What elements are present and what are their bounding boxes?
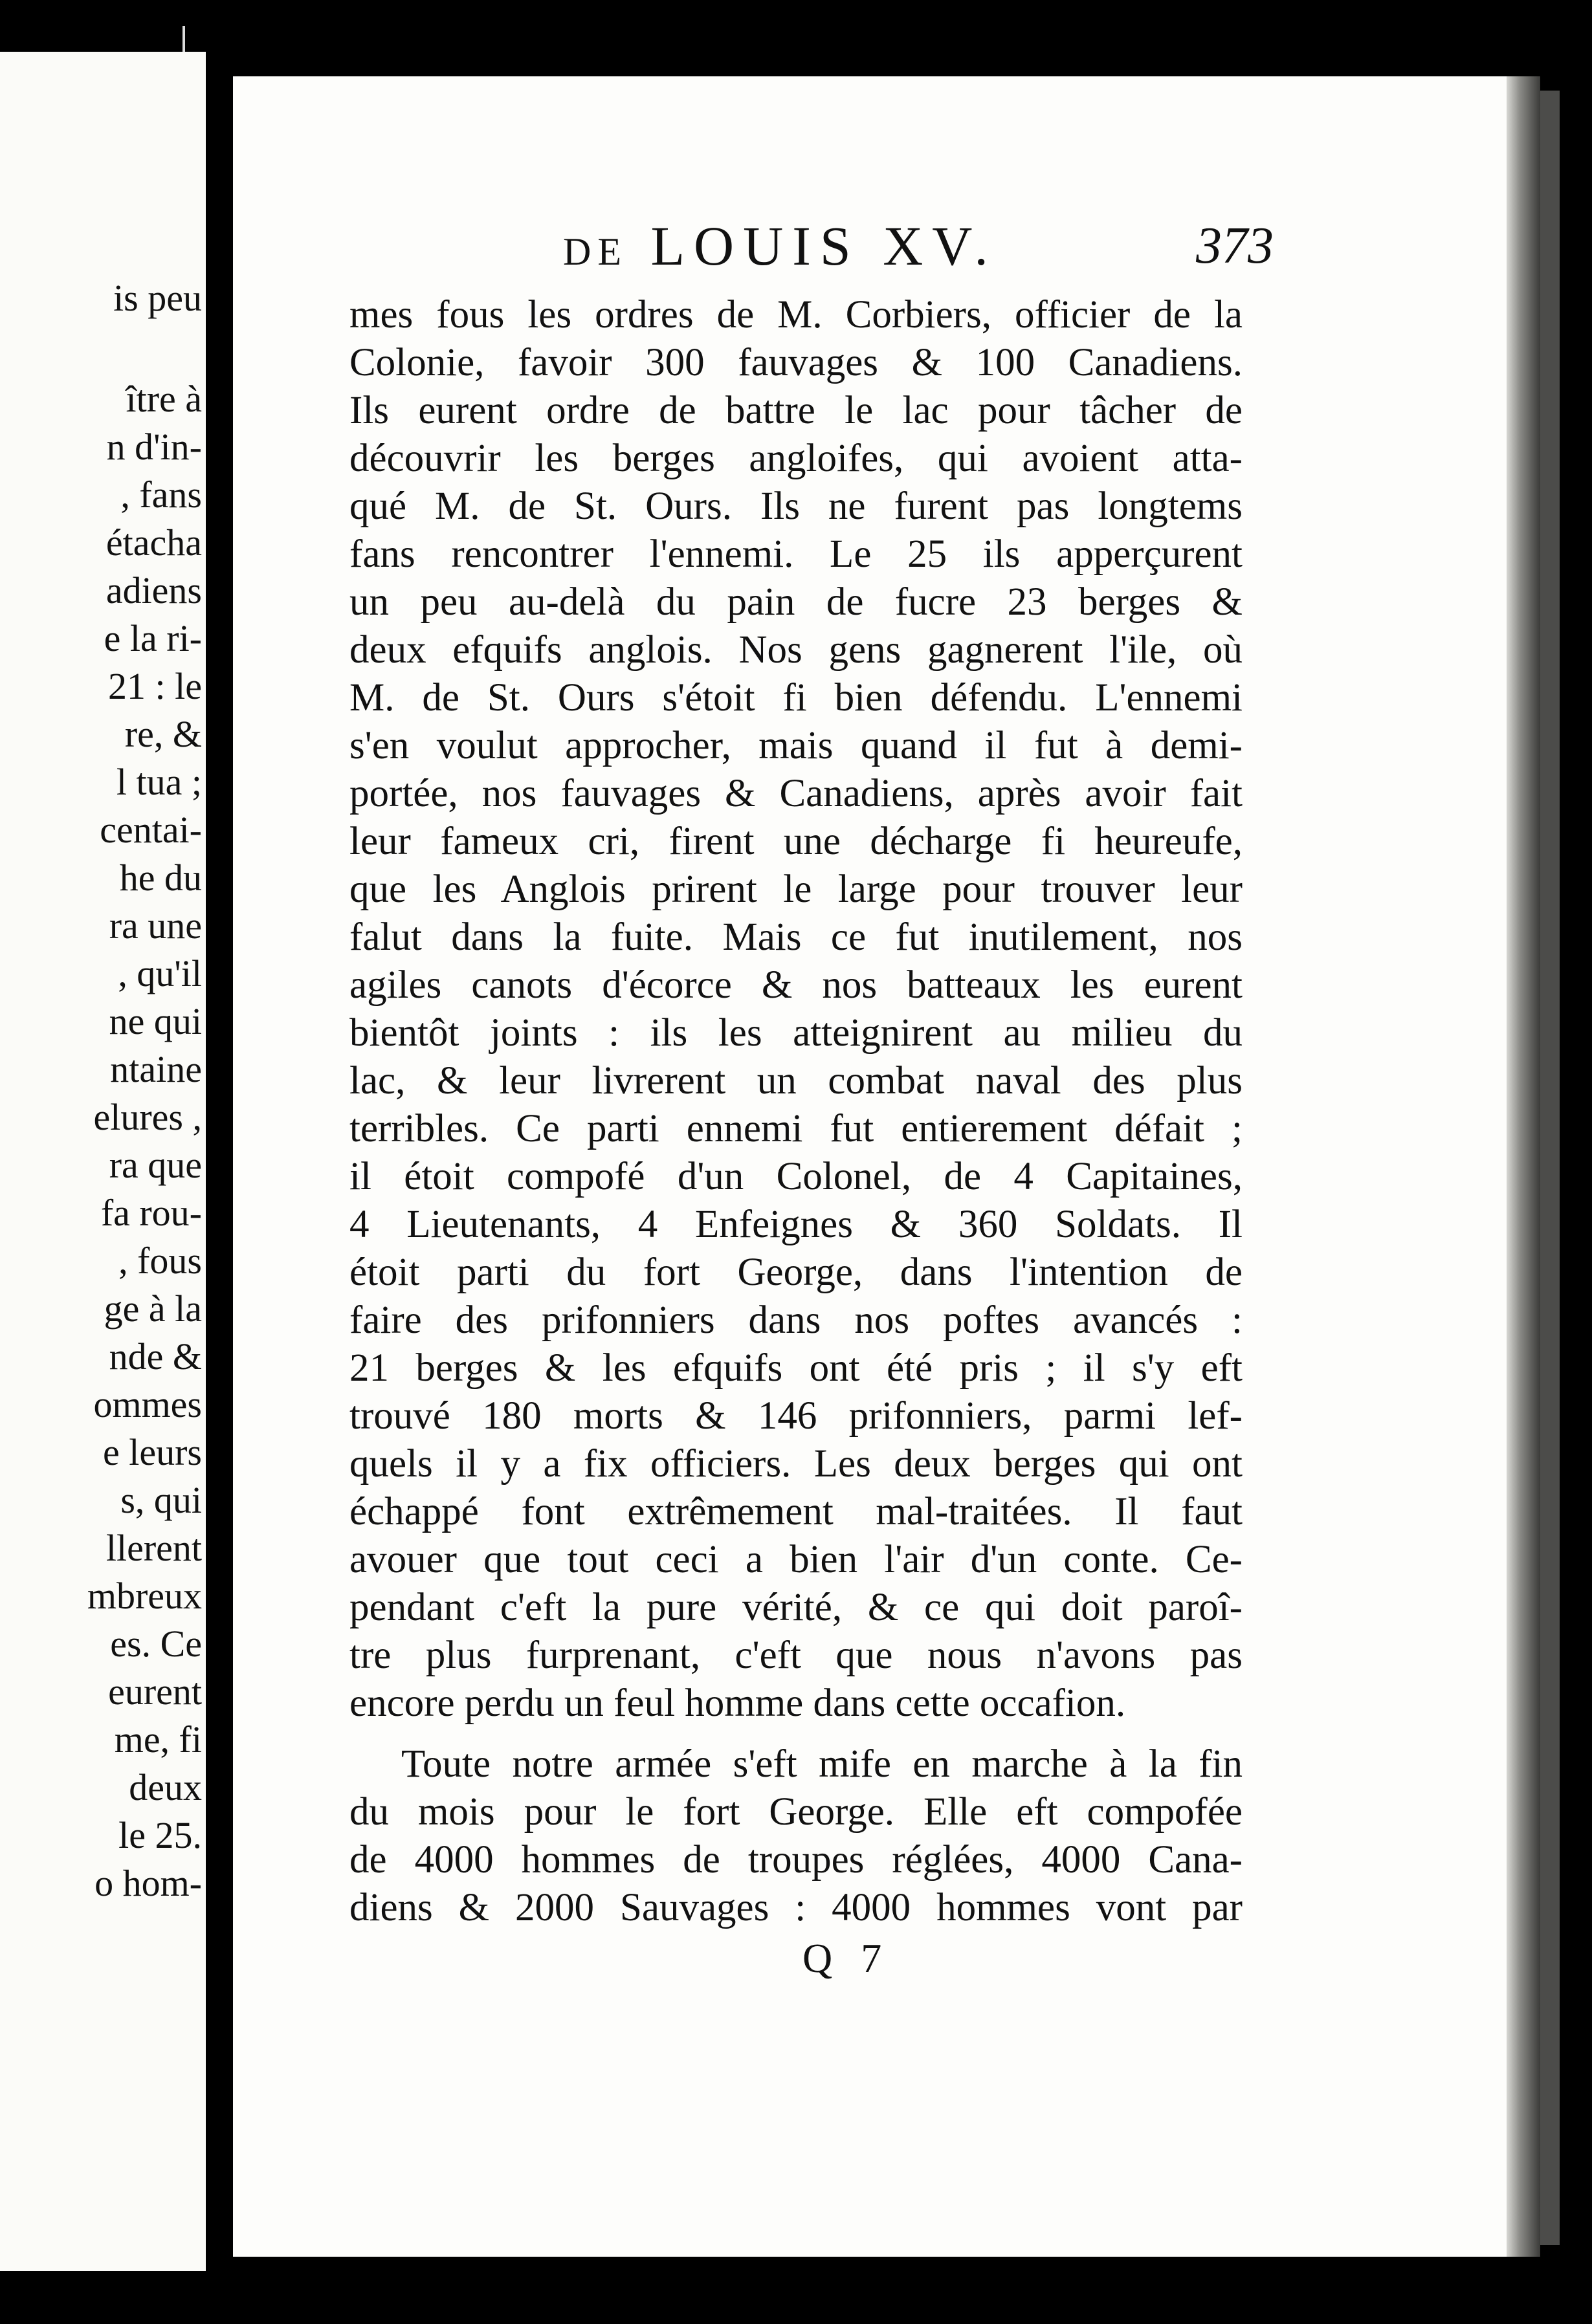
left-page-fragment: re, & — [124, 713, 202, 755]
text-line: 21 berges & les efquifs ont été pris ; il s'y eft — [349, 1346, 1243, 1390]
left-page-fragment: adiens — [105, 569, 202, 611]
text-line: qué M. de St. Ours. Ils ne furent pas longtems — [349, 485, 1243, 528]
running-head-title: LOUIS XV. — [650, 215, 997, 277]
text-line: avouer que tout ceci a bien l'air d'un conte. Ce- — [349, 1538, 1243, 1581]
text-line: bientôt joints : ils les atteignirent au milieu du — [349, 1011, 1243, 1055]
left-page-fragment: mbreux — [87, 1575, 202, 1617]
text-line: du mois pour le fort George. Elle eft compofée — [349, 1790, 1243, 1834]
left-page-fragment: me, fi — [114, 1718, 202, 1760]
left-page-fragment: he du — [119, 857, 202, 899]
text-line: portée, nos fauvages & Canadiens, après avoir fait — [349, 772, 1243, 815]
left-page-fragment: ra que — [109, 1144, 202, 1186]
signature-mark: Q 7 — [802, 1935, 891, 1981]
page-number: 373 — [1196, 217, 1274, 274]
text-line: que les Anglois prirent le large pour trouver leur — [349, 868, 1243, 911]
text-line: s'en voulut approcher, mais quand il fut à demi- — [349, 724, 1243, 767]
left-page-fragment: étacha — [105, 521, 202, 564]
left-page-fragment: fa rou- — [100, 1192, 202, 1234]
left-page-fragment: ntaine — [110, 1048, 202, 1090]
left-page-fragment: deux — [129, 1766, 202, 1808]
running-head — [563, 214, 997, 278]
text-line: leur fameux cri, firent une décharge fi heureufe, — [349, 820, 1243, 863]
left-page-fragment: ge à la — [104, 1288, 202, 1330]
left-page-fragment: elures , — [93, 1096, 202, 1138]
left-page-fragment: ra une — [109, 904, 202, 947]
text-line: il étoit compofé d'un Colonel, de 4 Capitaines, — [349, 1155, 1243, 1198]
left-page-fragment: o hom- — [94, 1862, 202, 1904]
text-line: découvrir les berges angloifes, qui avoient atta- — [349, 437, 1243, 480]
left-page-fragment: e leurs — [103, 1431, 202, 1473]
text-line: falut dans la fuite. Mais ce fut inutilement, nos — [349, 915, 1243, 959]
binding-mark — [182, 26, 185, 52]
left-page-fragment: e la ri- — [104, 617, 202, 659]
text-line: trouvé 180 morts & 146 prifonniers, parmi lef- — [349, 1394, 1243, 1438]
text-line: un peu au-delà du pain de fucre 23 berges & — [349, 580, 1243, 624]
left-page-fragment: l tua ; — [116, 761, 202, 803]
left-page-fragment: , fous — [118, 1240, 202, 1282]
text-line: Colonie, favoir 300 fauvages & 100 Canadiens. — [349, 341, 1243, 384]
left-page-fragment: ommes — [93, 1383, 202, 1425]
text-line: lac, & leur livrerent un combat naval des plus — [349, 1059, 1243, 1102]
left-page-fragment: llerent — [105, 1527, 202, 1569]
left-page-fragment: , qu'il — [118, 952, 202, 994]
text-line: encore perdu un feul homme dans cette occafion. — [349, 1682, 1126, 1725]
left-page-fragment: , fans — [120, 474, 202, 516]
text-line: pendant c'eft la pure vérité, & ce qui doit paroî- — [349, 1586, 1243, 1629]
text-line: tre plus furprenant, c'eft que nous n'avons pas — [349, 1634, 1243, 1677]
left-page-fragment: nde & — [109, 1335, 202, 1377]
text-line: étoit parti du fort George, dans l'intention de — [349, 1251, 1243, 1294]
text-line: quels il y a fix officiers. Les deux berges qui ont — [349, 1442, 1243, 1485]
text-line: mes fous les ordres de M. Corbiers, officier de la — [349, 293, 1243, 336]
text-line: terribles. Ce parti ennemi fut entierement défait ; — [349, 1107, 1243, 1150]
text-line: Ils eurent ordre de battre le lac pour tâcher de — [349, 389, 1243, 432]
text-line: deux efquifs anglois. Nos gens gagnerent l'ile, où — [349, 628, 1243, 672]
text-line: agiles canots d'écorce & nos batteaux les eurent — [349, 963, 1243, 1007]
left-page-fragment: centai- — [100, 809, 202, 851]
text-line: de 4000 hommes de troupes réglées, 4000 Cana- — [349, 1838, 1243, 1881]
left-facing-page — [0, 52, 206, 2271]
page-edge-shadow — [1507, 76, 1540, 2257]
text-line: échappé font extrêmement mal-traitées. Il faut — [349, 1490, 1243, 1533]
text-line: 4 Lieutenants, 4 Enfeignes & 360 Soldats. Il — [349, 1203, 1243, 1246]
left-page-fragment: n d'in- — [106, 426, 202, 468]
page-edge-binding — [1540, 91, 1560, 2245]
running-head-prefix: DE — [563, 230, 628, 273]
left-page-fragment: ître à — [126, 378, 202, 420]
text-line: Toute notre armée s'eft mife en marche à la fin — [401, 1742, 1243, 1786]
left-page-fragment: is peu — [113, 277, 202, 319]
left-page-fragment: s, qui — [120, 1479, 202, 1521]
text-line: fans rencontrer l'ennemi. Le 25 ils apperçurent — [349, 532, 1243, 576]
left-page-fragment: es. Ce — [110, 1623, 202, 1665]
text-line: diens & 2000 Sauvages : 4000 hommes vont par — [349, 1886, 1243, 1929]
text-line: M. de St. Ours s'étoit fi bien défendu. L'ennemi — [349, 676, 1243, 719]
left-page-fragment: le 25. — [118, 1814, 202, 1856]
left-page-fragment: eurent — [108, 1671, 202, 1713]
left-page-fragment: ne qui — [109, 1000, 202, 1042]
left-page-fragment: 21 : le — [108, 665, 202, 707]
text-line: faire des prifonniers dans nos poftes avancés : — [349, 1299, 1243, 1342]
